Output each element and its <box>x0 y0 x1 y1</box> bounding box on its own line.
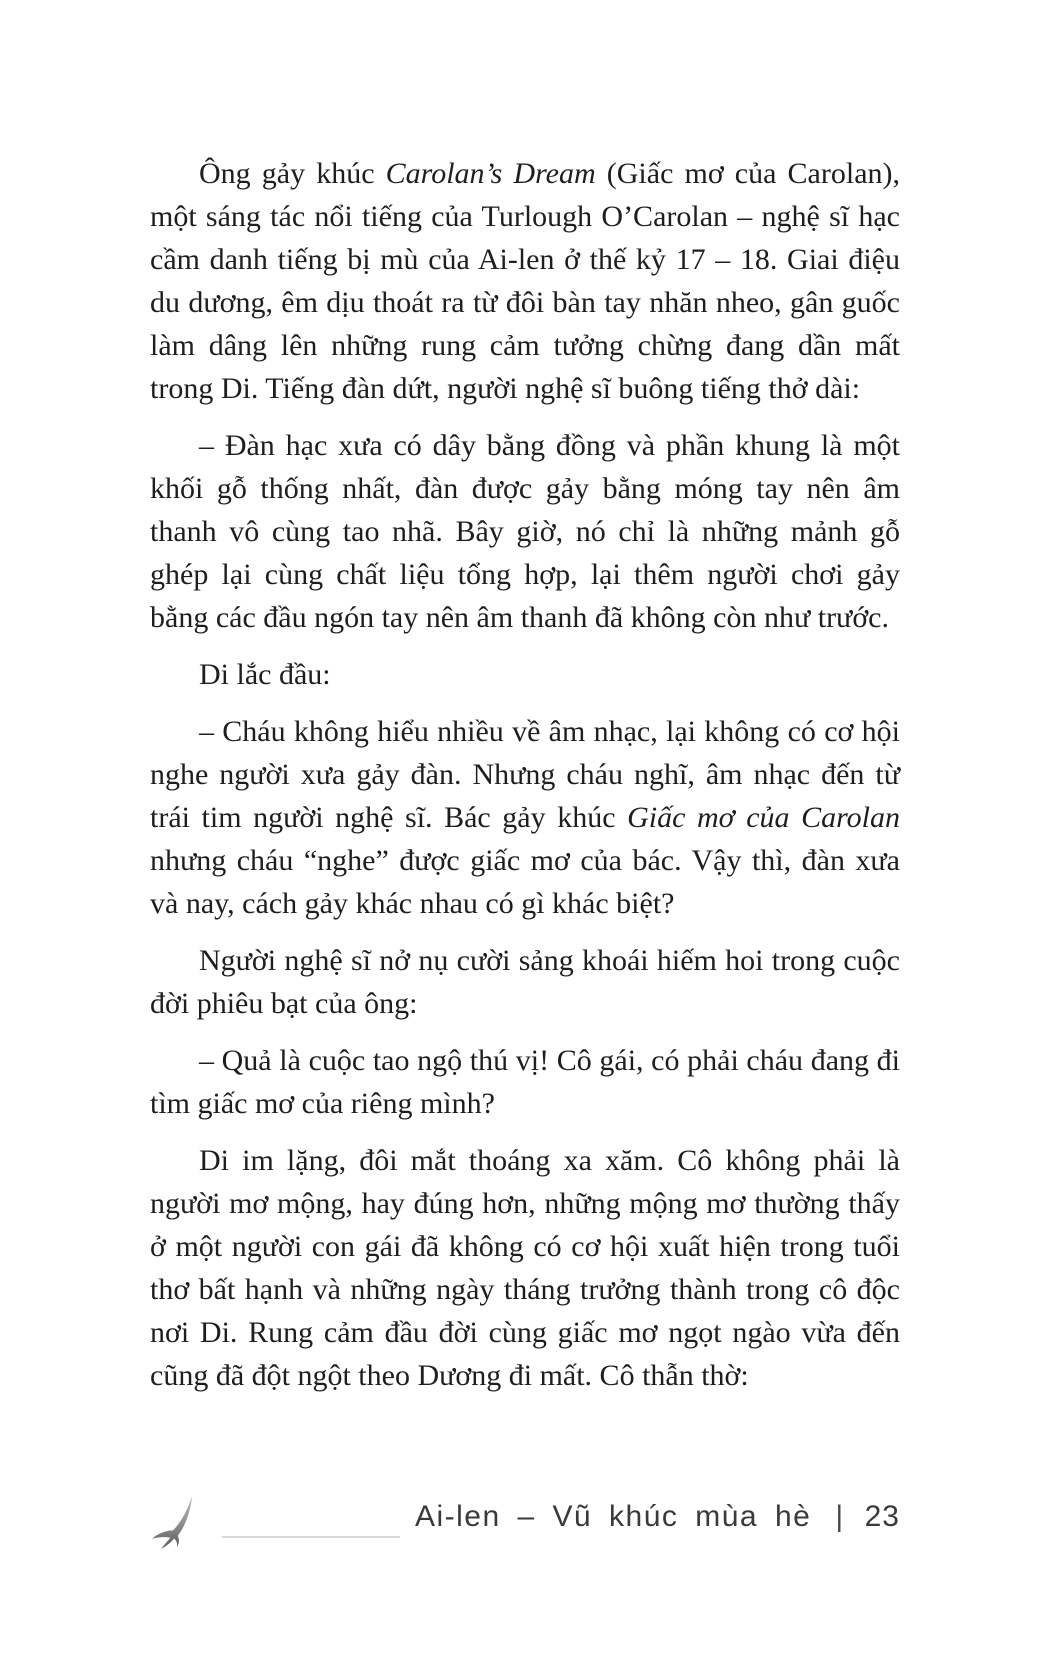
italic-text-segment: Carolan’s Dream <box>385 157 596 190</box>
paragraph <box>150 710 900 925</box>
footer-separator: | <box>835 1500 845 1533</box>
paragraph <box>150 653 900 696</box>
text-segment: – Đàn hạc xưa có dây bằng đồng và phần khung là một khối gỗ thống nhất, đàn được gảy bằng móng tay nên âm thanh vô cùng tao nhã. Bây giờ, nó chỉ là những mảnh gỗ ghép lại cùng chất liệu tổng hợp, lại thêm người chơi gảy bằng các đầu ngón tay nên âm thanh đã không còn như trước. <box>150 429 900 634</box>
text-segment: Ông gảy khúc <box>199 157 386 190</box>
text-segment: Người nghệ sĩ nở nụ cười sảng khoái hiếm hoi trong cuộc đời phiêu bạt của ông: <box>150 944 900 1020</box>
footer-text <box>415 1500 900 1534</box>
flying-bird-icon <box>152 1494 207 1552</box>
footer-divider-line <box>222 1536 400 1538</box>
text-segment: nhưng cháu “nghe” được giấc mơ của bác. Vậy thì, đàn xưa và nay, cách gảy khác nhau có gì khác biệt? <box>150 844 900 920</box>
text-segment: (Giấc mơ của Carolan), một sáng tác nổi tiếng của Turlough O’Carolan – nghệ sĩ hạc cầm danh tiếng bị mù của Ai-len ở thế kỷ 17 – 18. Giai điệu du dương, êm dịu thoát ra từ đôi bàn tay nhăn nheo, gân guốc làm dâng lên những rung cảm tưởng chừng đang dần mất trong Di. Tiếng đàn dứt, người nghệ sĩ buông tiếng thở dài: <box>150 157 900 405</box>
paragraph <box>150 1139 900 1397</box>
paragraph <box>150 152 900 410</box>
text-segment: – Quả là cuộc tao ngộ thú vị! Cô gái, có phải cháu đang đi tìm giấc mơ của riêng mình? <box>150 1044 900 1120</box>
paragraph <box>150 939 900 1025</box>
text-segment: Di lắc đầu: <box>199 658 331 691</box>
text-segment: Di im lặng, đôi mắt thoáng xa xăm. Cô không phải là người mơ mộng, hay đúng hơn, những mộng mơ thường thấy ở một người con gái đã không có cơ hội xuất hiện trong tuổi thơ bất hạnh và những ngày tháng trưởng thành trong cô độc nơi Di. Rung cảm đầu đời cùng giấc mơ ngọt ngào vừa đến cũng đã đột ngột theo Dương đi mất. Cô thẫn thờ: <box>150 1144 900 1392</box>
italic-text-segment: Giấc mơ của Carolan <box>627 801 900 834</box>
page-footer <box>140 1488 900 1566</box>
running-title: Ai-len – Vũ khúc mùa hè <box>414 1500 812 1533</box>
body-text <box>150 152 900 1411</box>
text-segment: – Cháu không hiểu nhiều về âm nhạc, lại không có cơ hội nghe người xưa gảy đàn. Nhưng cháu nghĩ, âm nhạc đến từ trái tim người nghệ sĩ. Bác gảy khúc <box>150 715 900 834</box>
paragraph <box>150 1039 900 1125</box>
paragraph <box>150 424 900 639</box>
page-number: 23 <box>864 1500 900 1533</box>
